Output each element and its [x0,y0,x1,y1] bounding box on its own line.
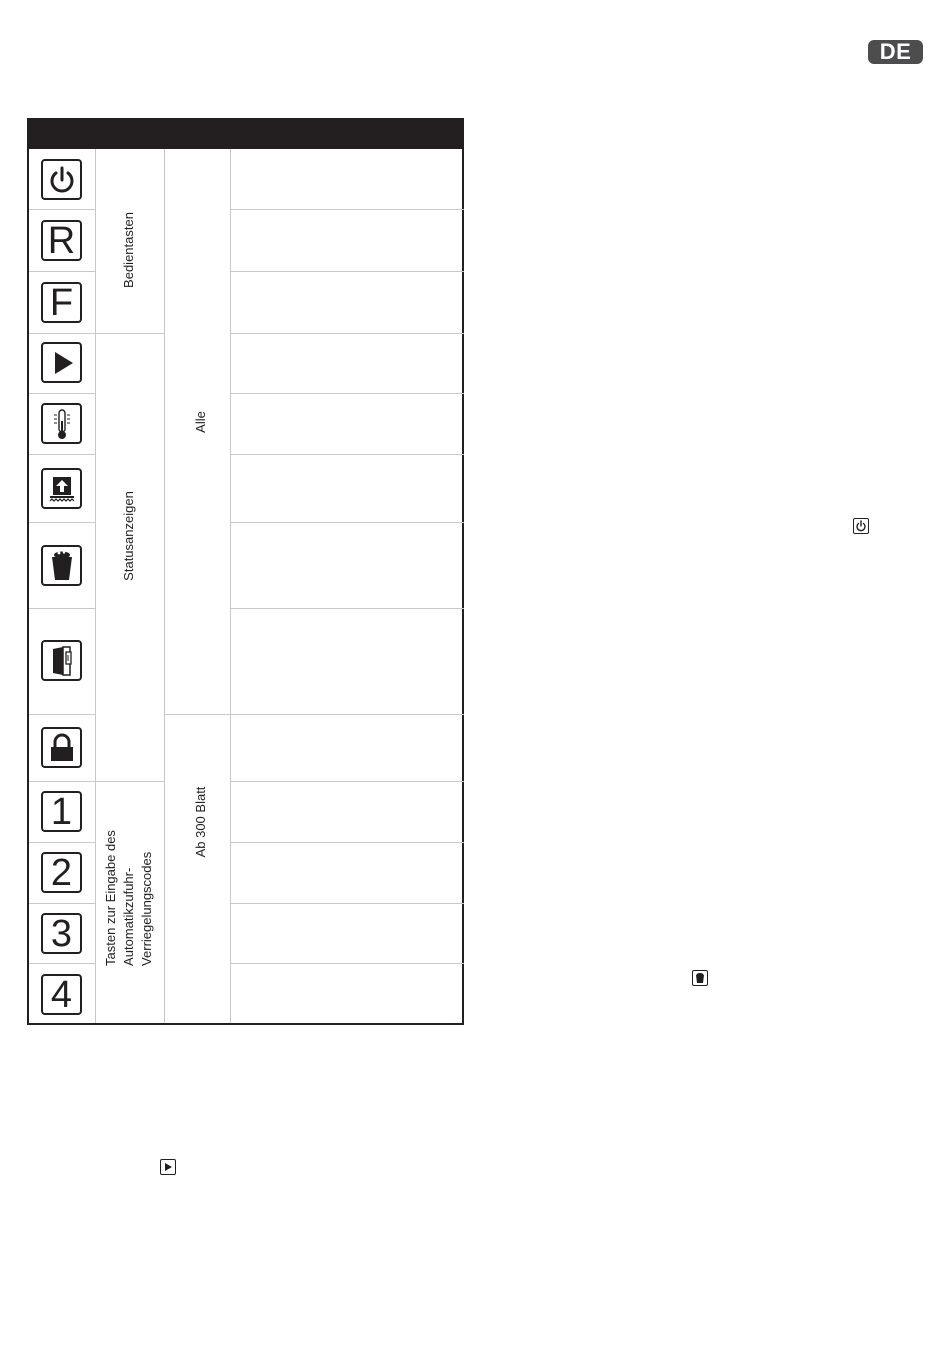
bin-icon [692,970,708,986]
door-open-icon [41,640,82,681]
play-icon [160,1159,176,1175]
controls-table [27,118,464,1025]
paper-jam-icon [41,468,82,509]
digit-4-icon: 4 [41,974,82,1015]
r-key-icon: R [41,220,82,261]
language-badge: DE [868,40,923,64]
digit-3-icon: 3 [41,913,82,954]
availability-label-ab-300: Ab 300 Blatt [193,786,208,858]
group-label-codes: Tasten zur Eingabe des Automatikzufuhr- Verriegelungscodes [103,830,154,966]
bin-icon [41,545,82,586]
digit-1-icon: 1 [41,791,82,832]
lock-icon [41,727,82,768]
play-icon [41,342,82,383]
group-label-bedientasten: Bedientasten [121,212,136,288]
table-header-bar [27,118,464,149]
digit-2-icon: 2 [41,852,82,893]
power-icon [853,518,869,534]
power-icon [41,159,82,200]
group-label-statusanzeigen: Statusanzeigen [121,491,136,581]
thermometer-icon [41,403,82,444]
availability-label-alle: Alle [193,411,208,433]
f-key-icon: F [41,282,82,323]
